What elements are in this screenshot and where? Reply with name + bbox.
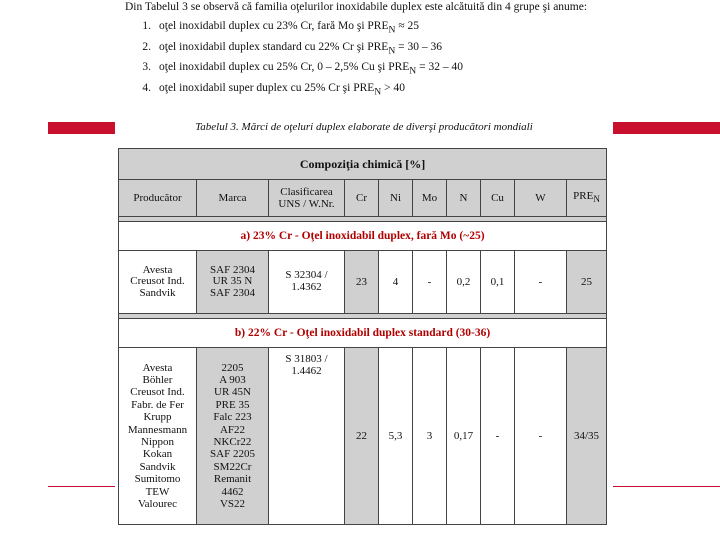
group-list-item: 3. oţel inoxidabil duplex cu 25% Cr, 0 – 2,5% Cu şi $PRE_N = 32 - 40$	[142, 61, 463, 77]
composition-header: Compoziţia chimică [%]	[119, 149, 607, 180]
section-a-title: a) 23% Cr - Oţel inoxidabil duplex, fară Mo (~25)	[119, 222, 607, 251]
table-panel	[115, 118, 613, 540]
pre-cell: 34/35	[567, 348, 607, 525]
cu-cell: -	[481, 348, 515, 525]
classification-cell: S 32304 / 1.4362	[269, 251, 345, 314]
col-header-mo: Mo	[413, 180, 447, 217]
w-cell: -	[515, 348, 567, 525]
group-list-item: 4. oţel inoxidabil super duplex cu 25% Cr şi $PRE_N > 40$	[142, 81, 405, 97]
grade-cell: 2205 A 903 UR 45N PRE 35 Falc 223 AF22 NKCr22 SAF 2205 SM22Cr Remanit 4462 VS22	[197, 348, 269, 525]
cr-cell: 23	[345, 251, 379, 314]
cu-cell: 0,1	[481, 251, 515, 314]
table-caption: Tabelul 3. Mărci de oţeluri duplex elaborate de diverşi producători mondiali	[195, 121, 533, 133]
col-header-cr: Cr	[345, 180, 379, 217]
mo-cell: 3	[413, 348, 447, 525]
classification-cell: S 31803 / 1.4462	[269, 348, 345, 525]
grade-cell: SAF 2304 UR 35 N SAF 2304	[197, 251, 269, 314]
producer-cell: Avesta Creusot Ind. Sandvik	[119, 251, 197, 314]
section-b-title: b) 22% Cr - Oţel inoxidabil duplex standard (30-36)	[119, 319, 607, 348]
ni-cell: 5,3	[379, 348, 413, 525]
group-list	[115, 17, 613, 99]
w-cell: -	[515, 251, 567, 314]
n-cell: 0,2	[447, 251, 481, 314]
intro-paragraph: Din Tabelul 3 se observă că familia oţelurilor inoxidabile duplex este alcătuită din 4 grupe şi anume:	[125, 1, 588, 13]
col-header-classification: Clasificarea UNS / W.Nr.	[269, 180, 345, 217]
group-list-item: 1. oţel inoxidabil duplex cu 23% Cr, fară Mo şi $PRE_N \approx 25$	[142, 20, 419, 36]
col-header-n: N	[447, 180, 481, 217]
table-row	[119, 348, 607, 525]
pre-cell: 25	[567, 251, 607, 314]
intro-text-block	[115, 0, 613, 112]
group-list-item: 2. oţel inoxidabil duplex standard cu 22% Cr şi $PRE_N = 30 - 36$	[142, 40, 443, 56]
col-header-cu: Cu	[481, 180, 515, 217]
col-header-pre: $PRE_N$	[567, 180, 607, 217]
col-header-w: W	[515, 180, 567, 217]
col-header-grade: Marca	[197, 180, 269, 217]
col-header-producer: Producător	[119, 180, 197, 217]
producer-cell: Avesta Böhler Creusot Ind. Fabr. de Fer Krupp Mannesmann Nippon Kokan Sandvik Sumitomo TEW Valourec	[119, 348, 197, 525]
cr-cell: 22	[345, 348, 379, 525]
duplex-steel-table	[118, 148, 607, 525]
table-row	[119, 251, 607, 314]
n-cell: 0,17	[447, 348, 481, 525]
ni-cell: 4	[379, 251, 413, 314]
col-header-ni: Ni	[379, 180, 413, 217]
mo-cell: -	[413, 251, 447, 314]
